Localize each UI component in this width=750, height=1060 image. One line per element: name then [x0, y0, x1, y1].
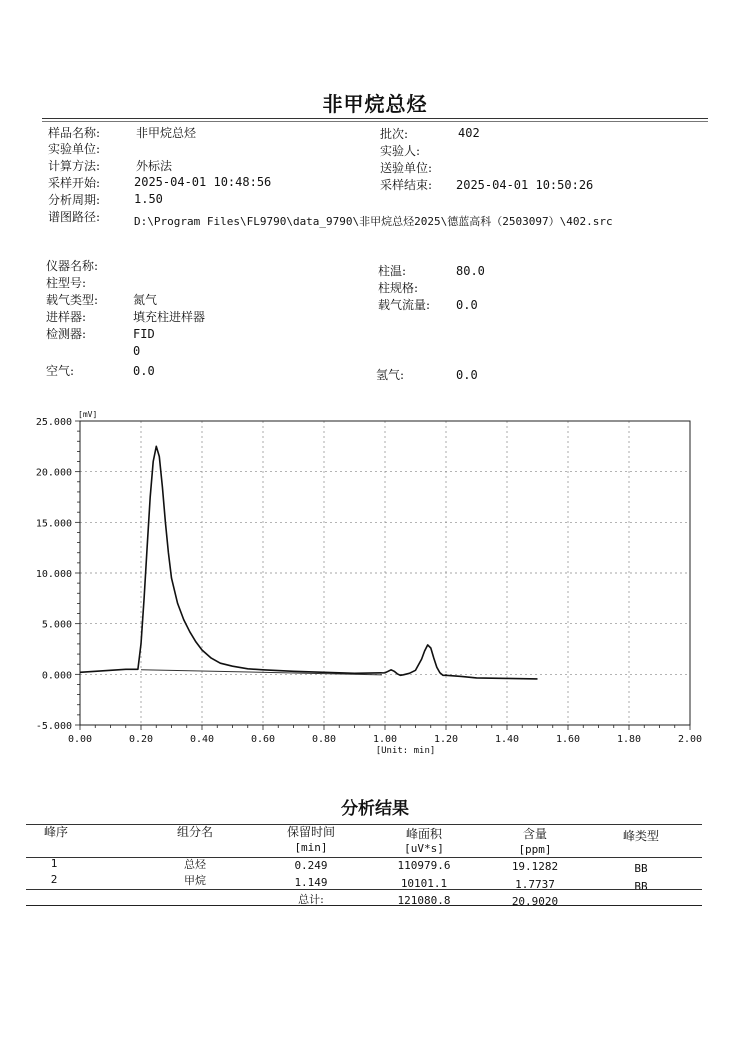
- x-tick-label: 0.00: [67, 734, 93, 745]
- y-tick-label: 5.000: [41, 619, 72, 631]
- signal-trace: [80, 446, 538, 679]
- report-title: 非甲烷总烃: [322, 92, 428, 116]
- air-label: 空气:: [46, 364, 75, 378]
- batch-value: 402: [458, 126, 480, 140]
- carrier-gas-value: 氮气: [133, 293, 158, 307]
- y-tick-label: 0.000: [41, 670, 72, 682]
- table-row-2-peak-no: 2: [50, 873, 58, 886]
- total-label: 总计:: [298, 893, 324, 906]
- table-row-2-component: 甲烷: [184, 874, 206, 887]
- table-row-2-peak-type: BB: [634, 880, 648, 893]
- sampling-end-label: 采样结束:: [380, 178, 433, 192]
- table-row-1-component: 总烃: [184, 858, 206, 871]
- peak-baseline: [141, 670, 382, 675]
- col-header-peak-no: 峰序: [43, 825, 68, 839]
- y-tick-label: -5.000: [35, 721, 72, 732]
- analysis-period-value: 1.50: [134, 192, 163, 206]
- y-tick-label: 10.000: [35, 569, 72, 580]
- x-tick-label: 1.80: [616, 734, 642, 745]
- sampling-end-value: 2025-04-01 10:50:26: [456, 178, 594, 192]
- title-divider: [42, 118, 708, 119]
- x-tick-label: 2.00: [677, 734, 703, 745]
- sampling-start-label: 采样开始:: [48, 176, 101, 190]
- detector-value-secondary: 0: [133, 344, 141, 358]
- results-total-rule: [26, 889, 702, 890]
- results-top-rule: [26, 824, 702, 825]
- table-row-1-area: 110979.6: [397, 859, 451, 872]
- col-header-retention: 保留时间: [286, 825, 335, 839]
- table-row-1-retention: 0.249: [294, 859, 328, 872]
- x-tick-label: 0.80: [311, 734, 337, 745]
- air-value: 0.0: [133, 364, 155, 378]
- x-tick-label: 0.20: [128, 734, 154, 745]
- chart-grid: [80, 421, 690, 725]
- x-tick-label: 1.00: [372, 734, 398, 745]
- injector-value: 填充柱进样器: [133, 310, 206, 324]
- table-row-2-content: 1.7737: [515, 878, 555, 891]
- y-tick-label: 15.000: [35, 518, 72, 530]
- chart-axes: [75, 421, 690, 730]
- detector-label: 检测器:: [46, 327, 87, 341]
- table-row-1-peak-no: 1: [50, 857, 58, 870]
- instrument-name-label: 仪器名称:: [46, 259, 99, 273]
- results-title: 分析结果: [341, 799, 409, 819]
- hydrogen-label: 氢气:: [376, 368, 405, 382]
- total-area: 121080.8: [397, 894, 451, 907]
- table-row-2-area: 10101.1: [400, 877, 448, 890]
- chart-labels: [36, 410, 702, 756]
- total-content: 20.9020: [511, 895, 559, 908]
- x-tick-label: 0.60: [250, 734, 276, 745]
- tester-label: 实验人:: [380, 144, 421, 158]
- batch-label: 批次:: [380, 127, 409, 141]
- col-header-content: 含量: [522, 827, 547, 841]
- x-tick-label: 1.40: [494, 734, 520, 745]
- col-header-component: 组分名: [176, 825, 213, 839]
- chart-series: [80, 446, 538, 679]
- sender-unit-label: 送验单位:: [380, 161, 433, 175]
- unit-content: [ppm]: [518, 843, 552, 856]
- col-header-area: 峰面积: [405, 827, 442, 841]
- results-header-rule: [26, 857, 702, 858]
- column-model-label: 柱型号:: [46, 276, 87, 290]
- x-tick-label: 0.40: [189, 734, 215, 745]
- column-spec-label: 柱规格:: [378, 281, 419, 295]
- detector-value: FID: [133, 327, 155, 341]
- carrier-gas-label: 载气类型:: [46, 293, 99, 307]
- table-row-2-retention: 1.149: [294, 876, 328, 889]
- table-row-1-peak-type: BB: [634, 862, 648, 875]
- y-tick-label: 20.000: [35, 467, 72, 479]
- carrier-flow-value: 0.0: [456, 298, 478, 312]
- title-divider-secondary: [42, 121, 708, 122]
- unit-area: [uV*s]: [404, 842, 444, 855]
- spectrum-path-value: D:\Program Files\FL9790\data_9790\非甲烷总烃2025\德蓝高科（2503097）\402.src: [134, 215, 613, 228]
- sample-name-value: 非甲烷总烃: [136, 126, 197, 140]
- x-unit-label: [Unit: min]: [375, 746, 436, 756]
- sample-name-label: 样品名称:: [48, 126, 101, 140]
- chart-baselines: [141, 670, 382, 675]
- calc-method-value: 外标法: [136, 159, 173, 173]
- sampling-start-value: 2025-04-01 10:48:56: [134, 175, 272, 189]
- x-tick-label: 1.20: [433, 734, 459, 745]
- col-header-peak-type: 峰类型: [622, 829, 659, 843]
- test-unit-label: 实验单位:: [48, 142, 101, 156]
- analysis-period-label: 分析周期:: [48, 193, 101, 207]
- y-tick-label: 25.000: [35, 417, 72, 428]
- plot-frame: [80, 421, 690, 725]
- x-tick-label: 1.60: [555, 734, 581, 745]
- hydrogen-value: 0.0: [456, 368, 478, 382]
- table-row-1-content: 19.1282: [511, 860, 559, 873]
- carrier-flow-label: 载气流量:: [378, 298, 431, 312]
- spectrum-path-label: 谱图路径:: [48, 210, 101, 224]
- injector-label: 进样器:: [46, 310, 87, 324]
- calc-method-label: 计算方法:: [48, 159, 101, 173]
- column-temp-value: 80.0: [456, 264, 485, 278]
- column-temp-label: 柱温:: [378, 264, 407, 278]
- unit-retention: [min]: [294, 841, 328, 854]
- results-bottom-rule: [26, 905, 702, 906]
- y-unit-label: [mV]: [78, 410, 98, 419]
